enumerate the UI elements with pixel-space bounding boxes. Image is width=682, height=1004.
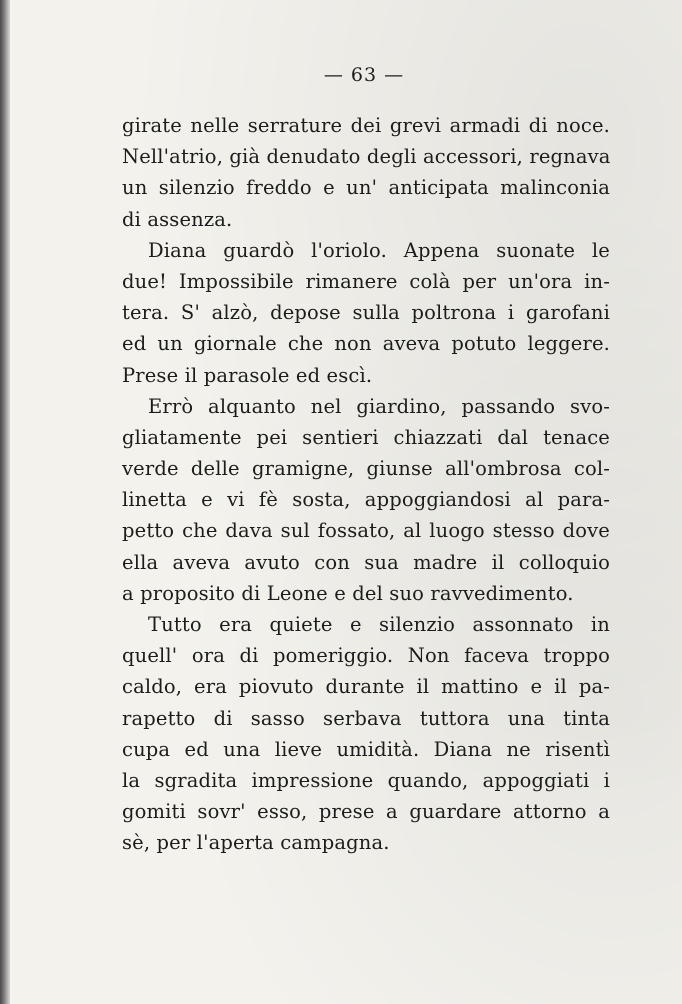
text-line: di assenza. (122, 207, 233, 231)
text-line: a proposito di Leone e del suo ravvedimento. (122, 581, 574, 605)
page-number: — 63 — (323, 64, 405, 86)
text-line: Tutto era quiete e silenzio assonnato in (148, 613, 610, 636)
text-line: la sgradita impressione quando, appoggiati i (122, 768, 610, 792)
text-line: Prese il parasole ed escì. (122, 363, 373, 387)
text-line: sè, per l'aperta campagna. (122, 831, 390, 855)
text-line: un silenzio freddo e un' anticipata malinconia (122, 176, 610, 200)
text-line: ella aveva avuto con sua madre il colloquio (122, 550, 610, 574)
text-line: caldo, era piovuto durante il mattino e il pa- (122, 675, 610, 699)
text-line: tera. S' alzò, depose sulla poltrona i garofani (122, 301, 610, 325)
binding-edge (0, 0, 10, 1004)
text-line: due! Impossibile rimanere colà per un'ora in- (122, 269, 610, 293)
text-line: girate nelle serrature dei grevi armadi di noce. (122, 114, 610, 137)
text-line: Errò alquanto nel giardino, passando svo- (148, 394, 610, 418)
text-line: cupa ed una lieve umidità. Diana ne risentì (122, 737, 610, 761)
text-line: verde delle gramigne, giunse all'ombrosa col- (122, 457, 610, 481)
body-text (122, 110, 610, 859)
text-line: ed un giornale che non aveva potuto leggere. (122, 332, 610, 356)
text-line: Nell'atrio, già denudato degli accessori, regnava (122, 145, 611, 169)
text-line: linetta e vi fè sosta, appoggiandosi al para- (122, 488, 610, 512)
text-line: rapetto di sasso serbava tuttora una tinta (122, 706, 610, 730)
text-line: quell' ora di pomeriggio. Non faceva troppo (122, 644, 610, 668)
text-line: Diana guardò l'oriolo. Appena suonate le (148, 238, 610, 262)
text-line: petto che dava sul fossato, al luogo stesso dove (122, 519, 610, 543)
text-line: gliatamente pei sentieri chiazzati dal tenace (122, 425, 610, 449)
text-line: gomiti sovr' esso, prese a guardare attorno a (122, 800, 610, 824)
